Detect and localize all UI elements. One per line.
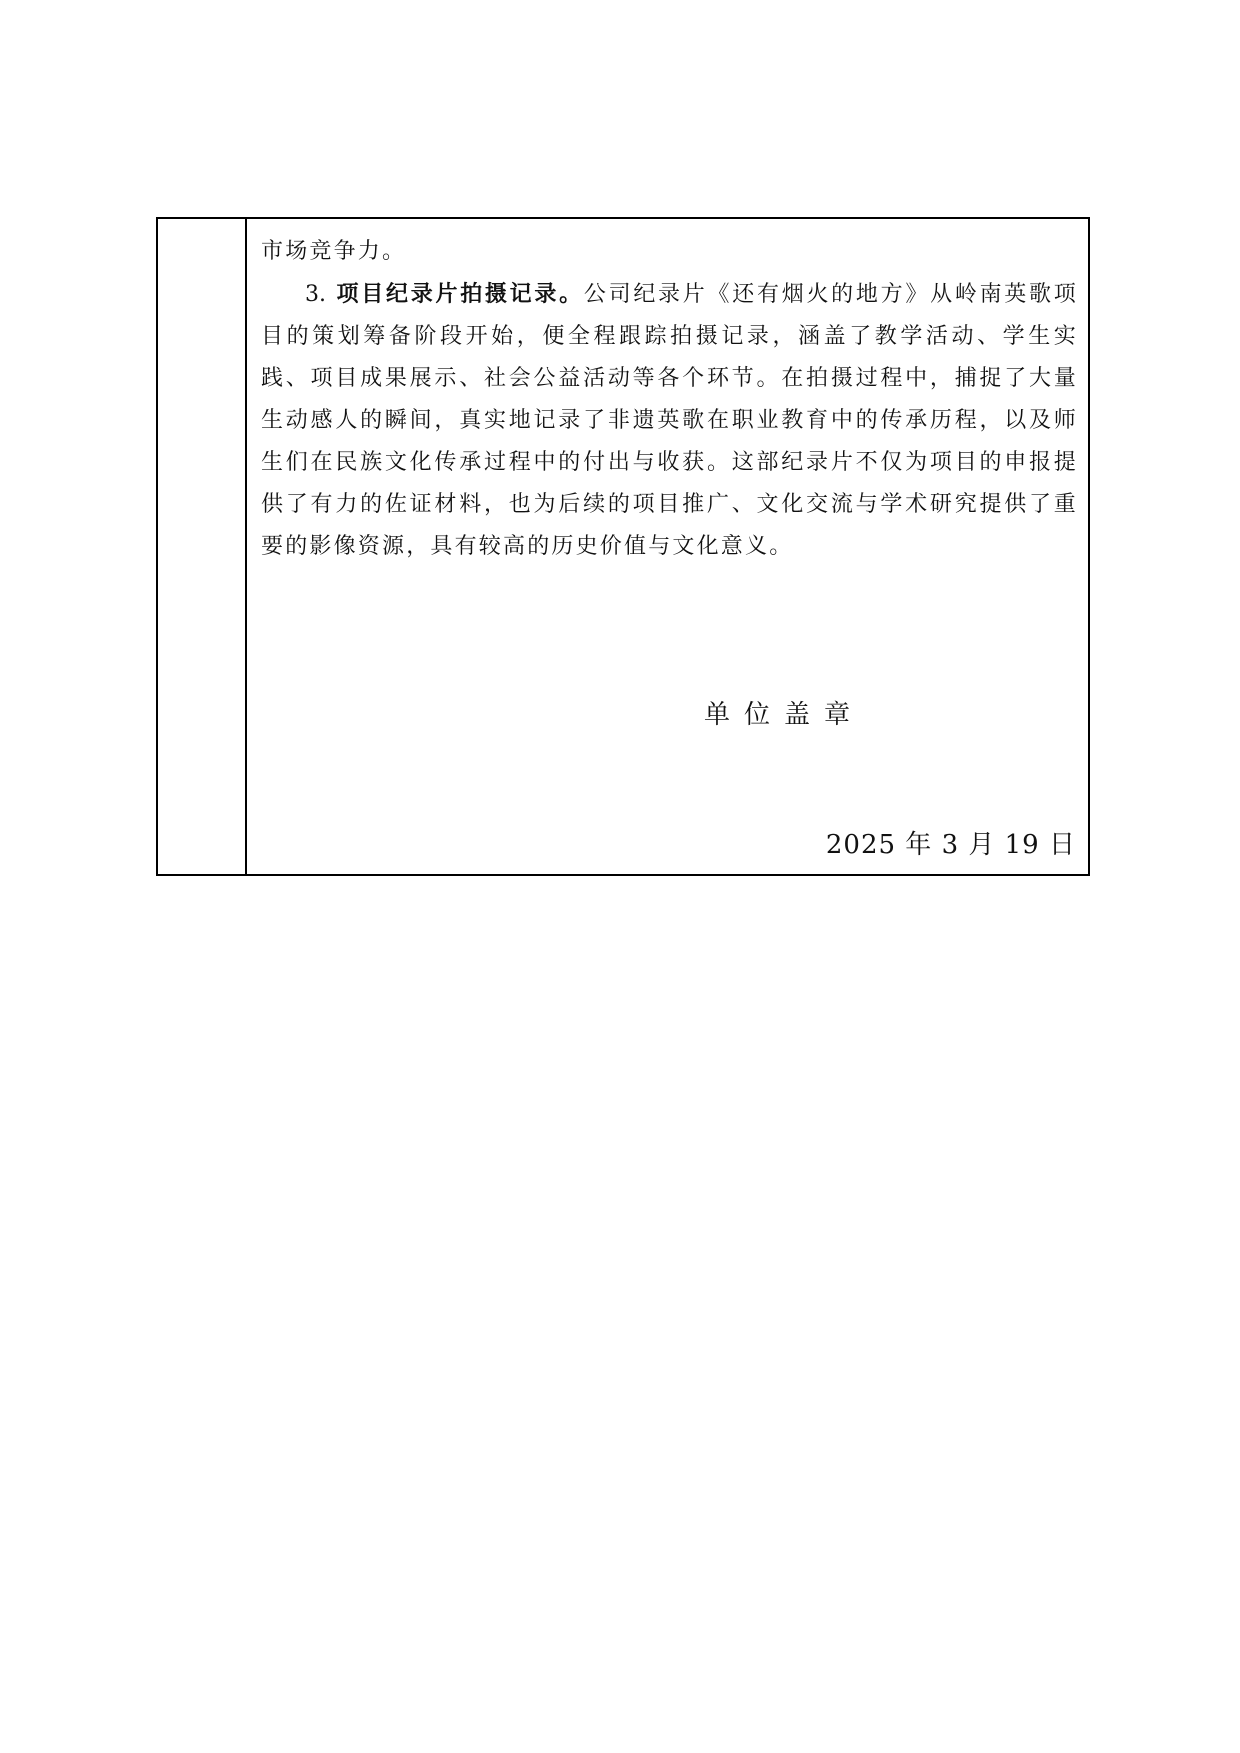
form-label-column: [158, 219, 247, 874]
item-3-paragraph: [261, 273, 1078, 568]
item-3-title: 项目纪录片拍摄记录。: [336, 281, 584, 307]
continuation-paragraph: 市场竞争力。: [261, 239, 407, 264]
form-table: [156, 217, 1090, 876]
content-cell: [261, 231, 1078, 568]
item-3-number: 3.: [305, 282, 326, 307]
item-3-body: 公司纪录片《还有烟火的地方》从岭南英歌项目的策划筹备阶段开始，便全程跟踪拍摄记录，涵盖了教学活动、学生实践、项目成果展示、社会公益活动等各个环节。在拍摄过程中，捕捉了大量生动感人的瞬间，真实地记录了非遗英歌在职业教育中的传承历程，以及师生们在民族文化传承过程中的付出与收获。这部纪录片不仅为项目的申报提供了有力的佐证材料，也为后续的项目推广、文化交流与学术研究提供了重要的影像资源，具有较高的历史价值与文化意义。: [261, 282, 1078, 559]
seal-label: 单位盖章: [704, 700, 865, 730]
signature-date: 2025 年 3 月 19 日: [825, 830, 1076, 860]
